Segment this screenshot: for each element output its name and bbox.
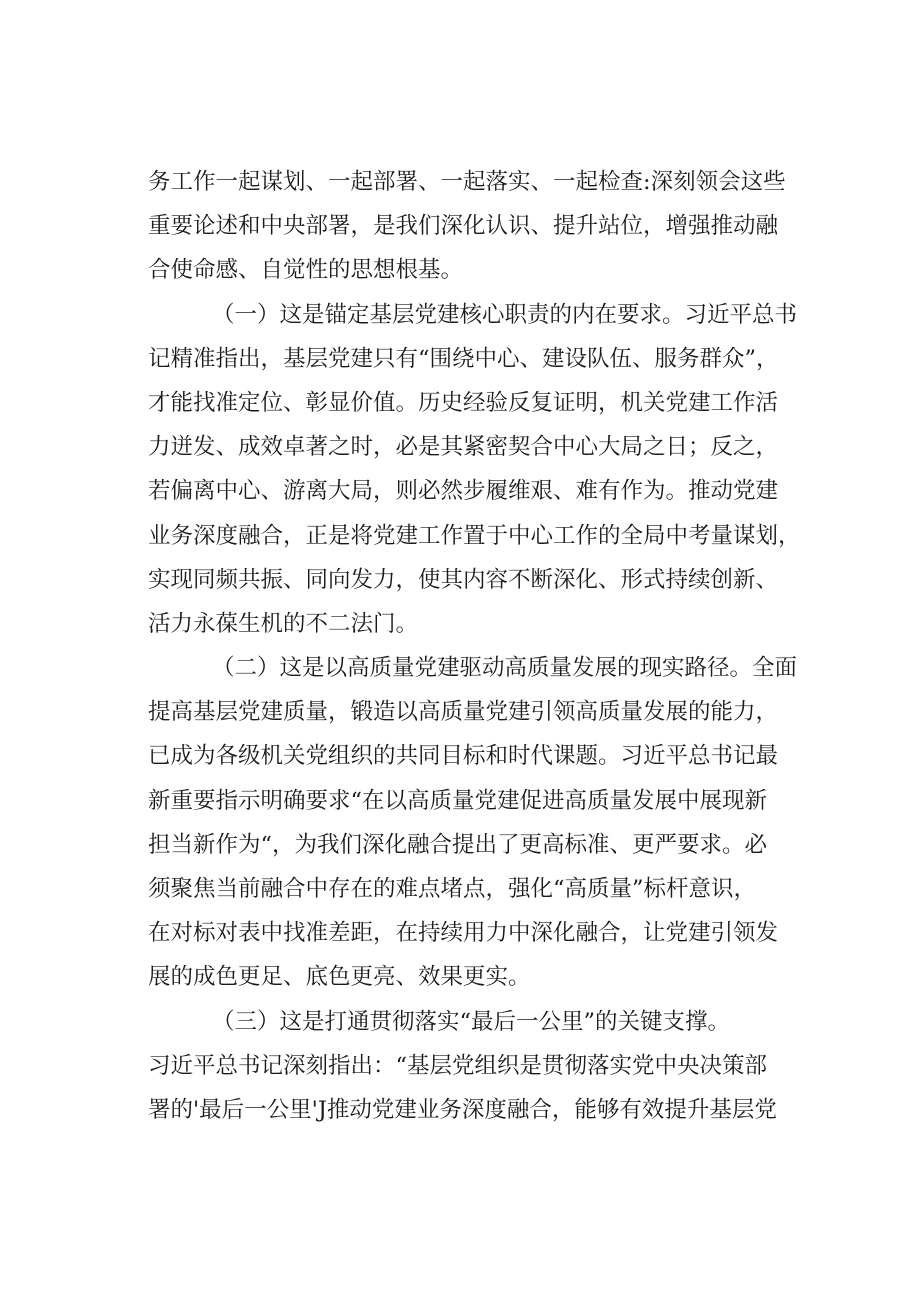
text-line: 力迸发、成效卓著之时，必是其紧密契合中心大局之日；反之， (148, 434, 779, 461)
text-line: 务工作一起谋划、一起部署、一起落实、一起检查:深刻领会这些 (148, 169, 786, 195)
text-line: 在对标对表中找准差距，在持续用力中深化融合，让党建引领发 (148, 920, 779, 947)
text-line: 若偏离中心、游离大局，则必然步履维艰、难有作为。推动党建 (148, 478, 779, 505)
text-line: 实现同频共振、同向发力，使其内容不断深化、形式持续创新、 (148, 566, 779, 593)
text-line: 提高基层党建质量，锻造以高质量党建引领高质量发展的能力， (148, 699, 779, 726)
body-text (148, 160, 801, 1132)
text-line: 活力永葆生机的不二法门。 (148, 610, 419, 637)
text-line: 已成为各级机关党组织的共同目标和时代课题。习近平总书记最 (148, 743, 779, 770)
text-line: 新重要指示明确要求“在以高质量党建促进高质量发展中展现新 (148, 787, 768, 814)
text-line: 合使命感、自觉性的思想根基。 (148, 257, 464, 284)
section-heading-1: （一）这是锚定基层党建核心职责的内在要求。习近平总书 (212, 301, 798, 328)
section-heading-3: （三）这是打通贯彻落实“最后一公里”的关键支撑。 (212, 1008, 731, 1035)
text-line: 须聚焦当前融合中存在的难点堵点，强化“高质量”标杆意识， (148, 876, 757, 902)
text-line: 署的'最后一公里'J推动党建业务深度融合，能够有效提升基层党 (148, 1096, 777, 1123)
text-line: 习近平总书记深刻指出：“基层党组织是贯彻落实党中央决策部 (148, 1052, 768, 1079)
text-line: 业务深度融合，正是将党建工作置于中心工作的全局中考量谋划， (148, 522, 801, 549)
text-line: 记精准指出，基层党建只有“围绕中心、建设队伍、服务群众”， (148, 345, 779, 372)
section-heading-2: （二）这是以高质量党建驱动高质量发展的现实路径。全面 (212, 655, 798, 682)
text-line: 担当新作为“，为我们深化融合提出了更高标准、更严要求。必 (148, 831, 768, 858)
text-line: 展的成色更足、底色更亮、效果更实。 (148, 964, 531, 991)
text-line: 重要论述和中央部署，是我们深化认识、提升站位，增强推动融 (148, 213, 779, 240)
text-line: 才能找准定位、彰显价值。历史经验反复证明，机关党建工作活 (148, 389, 779, 416)
